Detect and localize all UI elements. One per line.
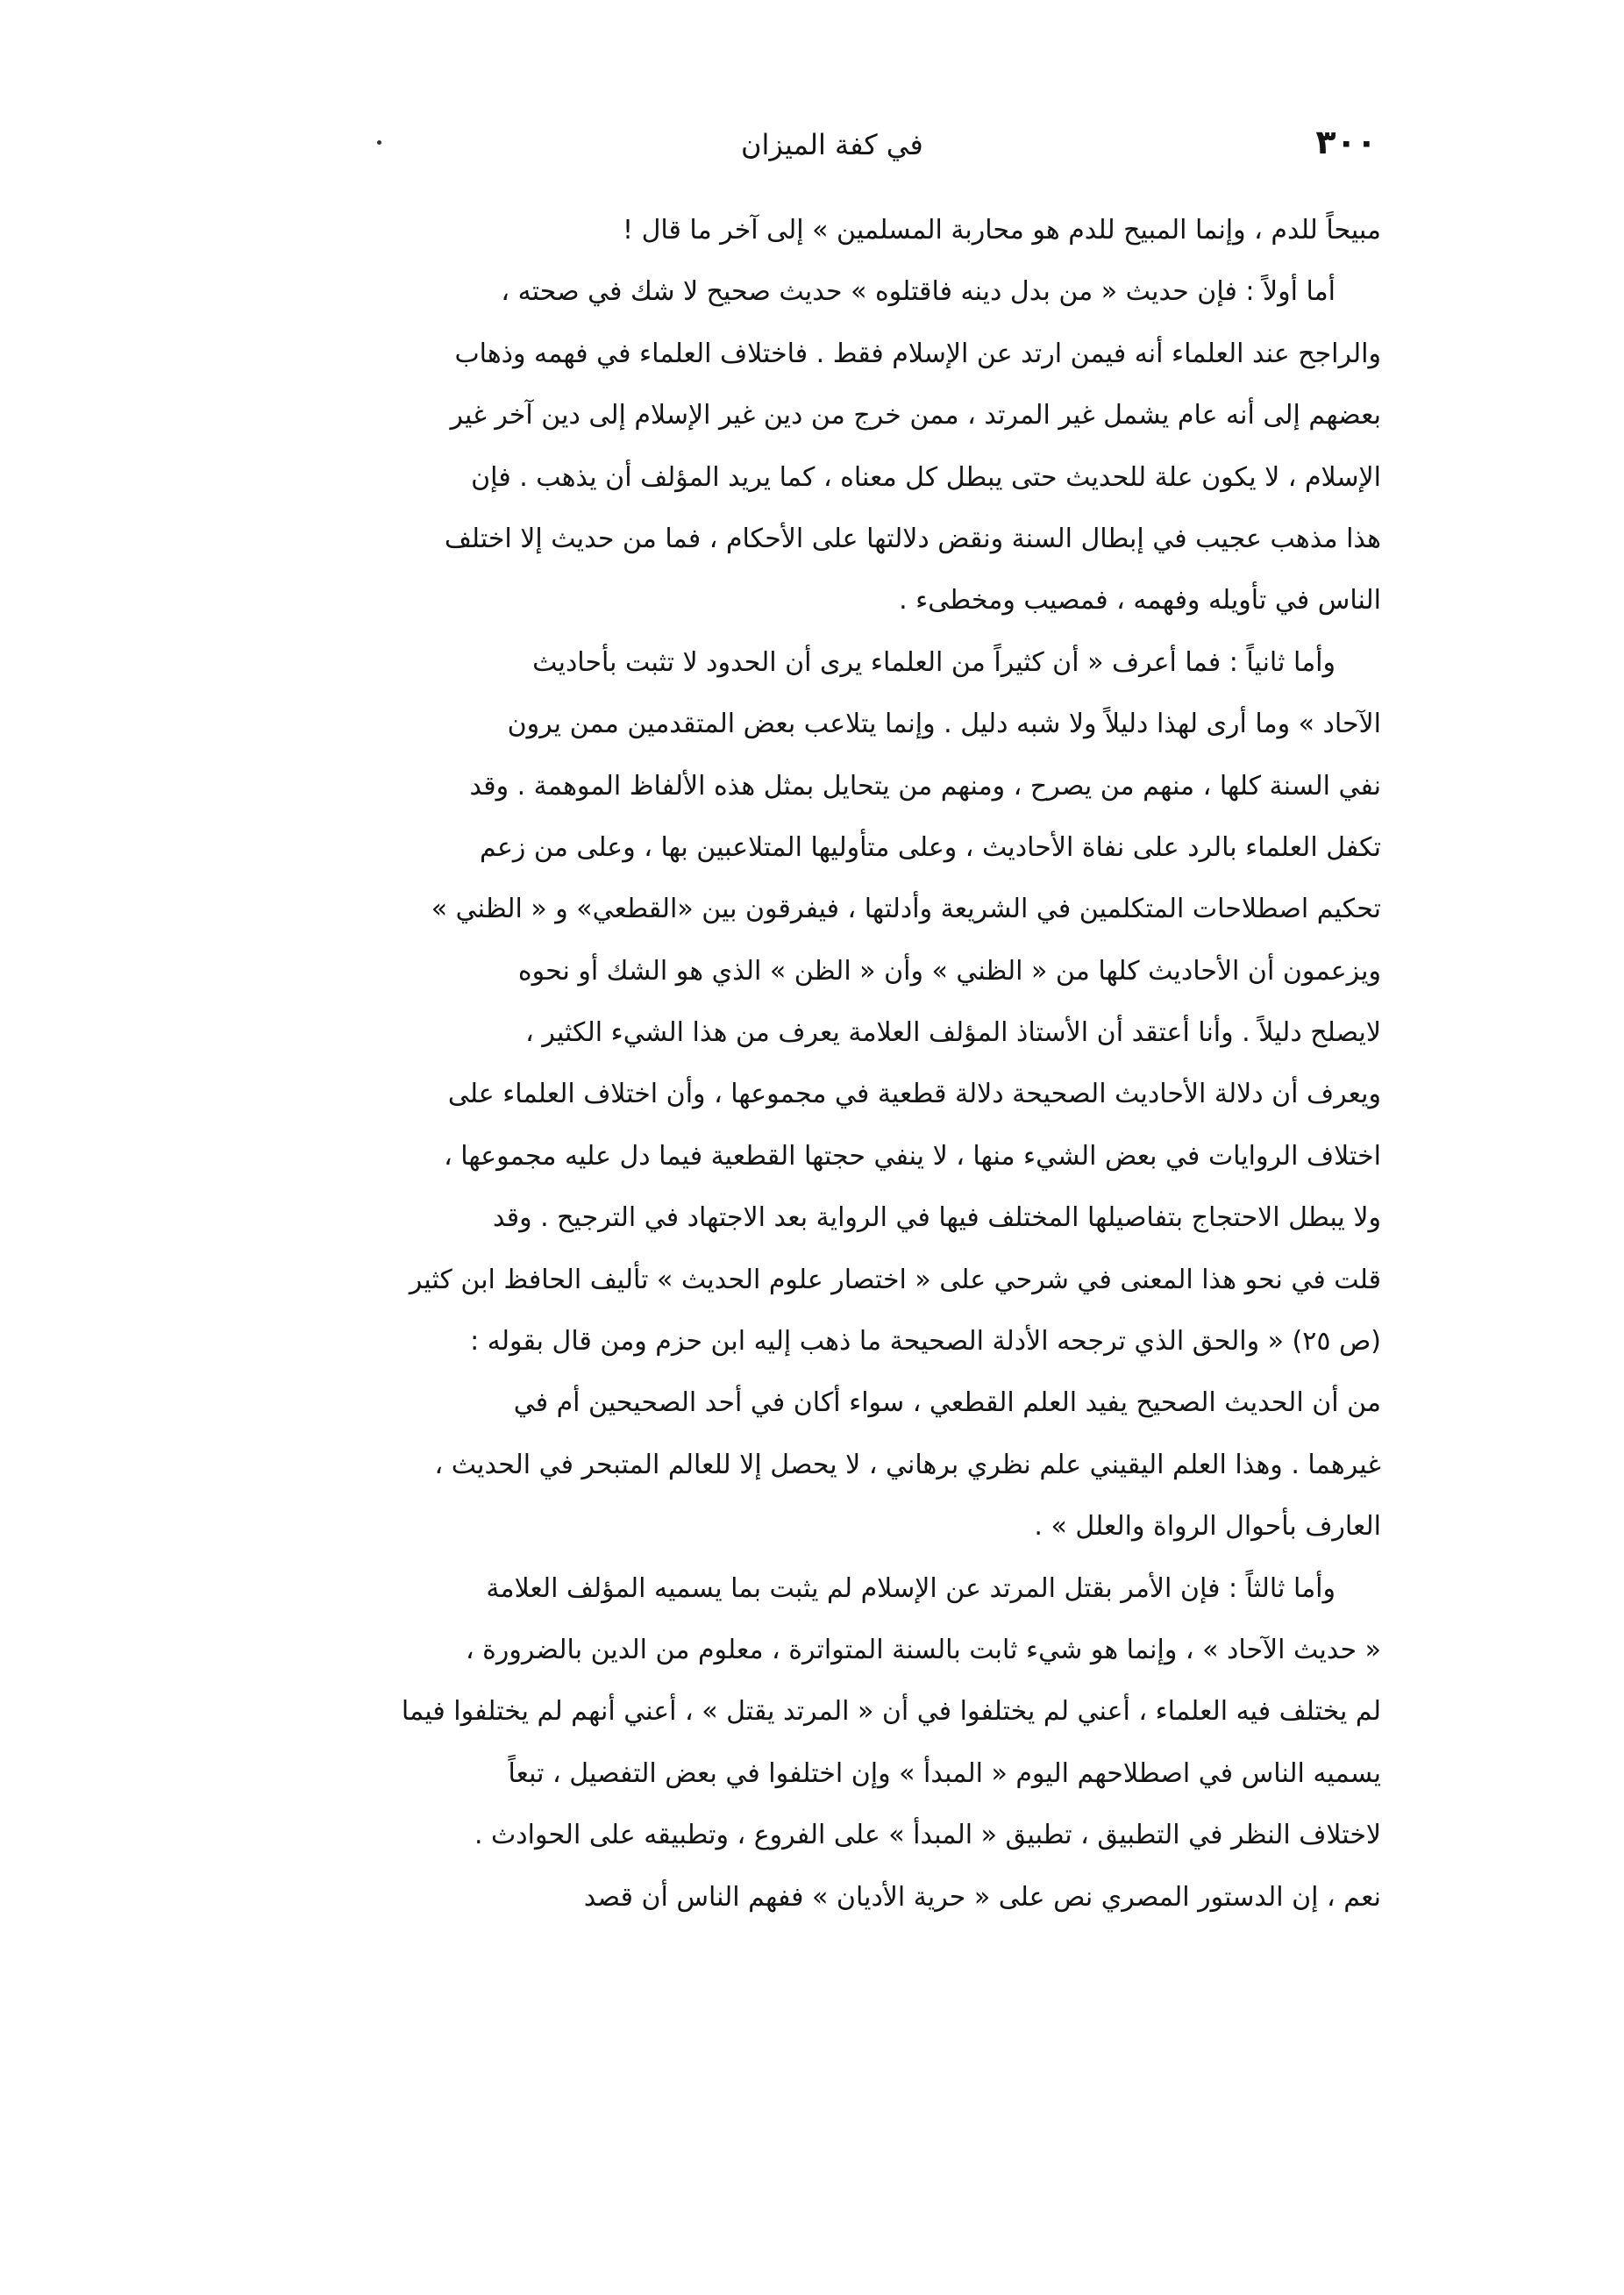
text-line: (ص ٢٥) « والحق الذي ترجحه الأدلة الصحيحة ما ذهب إليه ابن حزم ومن قال بقوله : <box>470 1326 1381 1358</box>
text-line: مبيحاً للدم ، وإنما المبيح للدم هو محاربة المسلمين » إلى آخر ما قال ! <box>623 215 1381 246</box>
body-text <box>246 200 1381 1928</box>
page-header <box>246 123 1377 175</box>
text-line: بعضهم إلى أنه عام يشمل غير المرتد ، ممن خرج من دين غير الإسلام إلى دين آخر غير <box>450 400 1381 431</box>
text-line: الإسلام ، لا يكون علة للحديث حتى يبطل كل معناه ، كما يريد المؤلف أن يذهب . فإن <box>471 461 1381 493</box>
text-line: نفي السنة كلها ، منهم من يصرح ، ومنهم من يتحايل بمثل هذه الألفاظ الموهمة . وقد <box>469 770 1381 802</box>
text-line: نعم ، إن الدستور المصري نص على « حرية الأديان » ففهم الناس أن قصد <box>583 1881 1381 1913</box>
text-line: والراجح عند العلماء أنه فيمن ارتد عن الإسلام فقط . فاختلاف العلماء في فهمه وذهاب <box>454 338 1381 369</box>
paragraph-start-line: وأما ثالثاً : فإن الأمر بقتل المرتد عن الإسلام لم يثبت بما يسميه المؤلف العلامة <box>486 1572 1336 1604</box>
text-line: ويعرف أن دلالة الأحاديث الصحيحة دلالة قطعية في مجموعها ، وأن اختلاف العلماء على <box>447 1079 1381 1110</box>
text-line: الآحاد » وما أرى لهذا دليلاً ولا شبه دليل . وإنما يتلاعب بعض المتقدمين ممن يرون <box>507 709 1381 740</box>
text-line: لم يختلف فيه العلماء ، أعني لم يختلفوا في أن « المرتد يقتل » ، أعني أنهم لم يختلفوا فيما <box>401 1696 1381 1728</box>
text-line: من أن الحديث الصحيح يفيد العلم القطعي ، سواء أكان في أحد الصحيحين أم في <box>513 1387 1381 1419</box>
text-line: يسميه الناس في اصطلاحهم اليوم « المبدأ » وإن اختلفوا في بعض التفصيل ، تبعاً <box>508 1757 1381 1789</box>
running-title: في كفة الميزان <box>741 128 923 161</box>
paragraph-start-line: وأما ثانياً : فما أعرف « أن كثيراً من العلماء يرى أن الحدود لا تثبت بأحاديث <box>532 646 1336 678</box>
text-line: هذا مذهب عجيب في إبطال السنة ونقض دلالتها على الأحكام ، فما من حديث إلا اختلف <box>444 523 1381 554</box>
text-line: لاختلاف النظر في التطبيق ، تطبيق « المبدأ » على الفروع ، وتطبيقه على الحوادث . <box>474 1820 1381 1851</box>
page-number: ٣٠٠ <box>1315 123 1377 161</box>
text-line: لايصلح دليلاً . وأنا أعتقد أن الأستاذ المؤلف العلامة يعرف من هذا الشيء الكثير ، <box>525 1017 1381 1049</box>
paragraph-start-line: أما أولاً : فإن حديث « من بدل دينه فاقتلوه » حديث صحيح لا شك في صحته ، <box>501 276 1336 308</box>
page-mark <box>377 140 381 145</box>
text-line: ولا يبطل الاحتجاج بتفاصيلها المختلف فيها في الرواية بعد الاجتهاد في الترجيح . وقد <box>492 1202 1381 1234</box>
text-line: غيرهما . وهذا العلم اليقيني علم نظري برهاني ، لا يحصل إلا للعالم المتبحر في الحديث ، <box>434 1449 1381 1480</box>
text-line: العارف بأحوال الرواة والعلل » . <box>1034 1511 1381 1543</box>
text-line: اختلاف الروايات في بعض الشيء منها ، لا ينفي حجتها القطعية فيما دل عليه مجموعها ، <box>444 1140 1381 1172</box>
text-line: تكفل العلماء بالرد على نفاة الأحاديث ، وعلى متأوليها المتلاعبين بها ، وعلى من زعم <box>480 831 1381 863</box>
text-line: الناس في تأويله وفهمه ، فمصيب ومخطىء . <box>899 585 1381 617</box>
text-line: « حديث الآحاد » ، وإنما هو شيء ثابت بالسنة المتواترة ، معلوم من الدين بالضرورة ، <box>465 1634 1381 1665</box>
text-line: قلت في نحو هذا المعنى في شرحي على « اختصار علوم الحديث » تأليف الحافظ ابن كثير <box>409 1264 1381 1295</box>
text-line: ويزعمون أن الأحاديث كلها من « الظني » وأن « الظن » الذي هو الشك أو نحوه <box>517 955 1381 987</box>
text-line: تحكيم اصطلاحات المتكلمين في الشريعة وأدلتها ، فيفرقون بين «القطعي» و « الظني » <box>431 894 1381 925</box>
